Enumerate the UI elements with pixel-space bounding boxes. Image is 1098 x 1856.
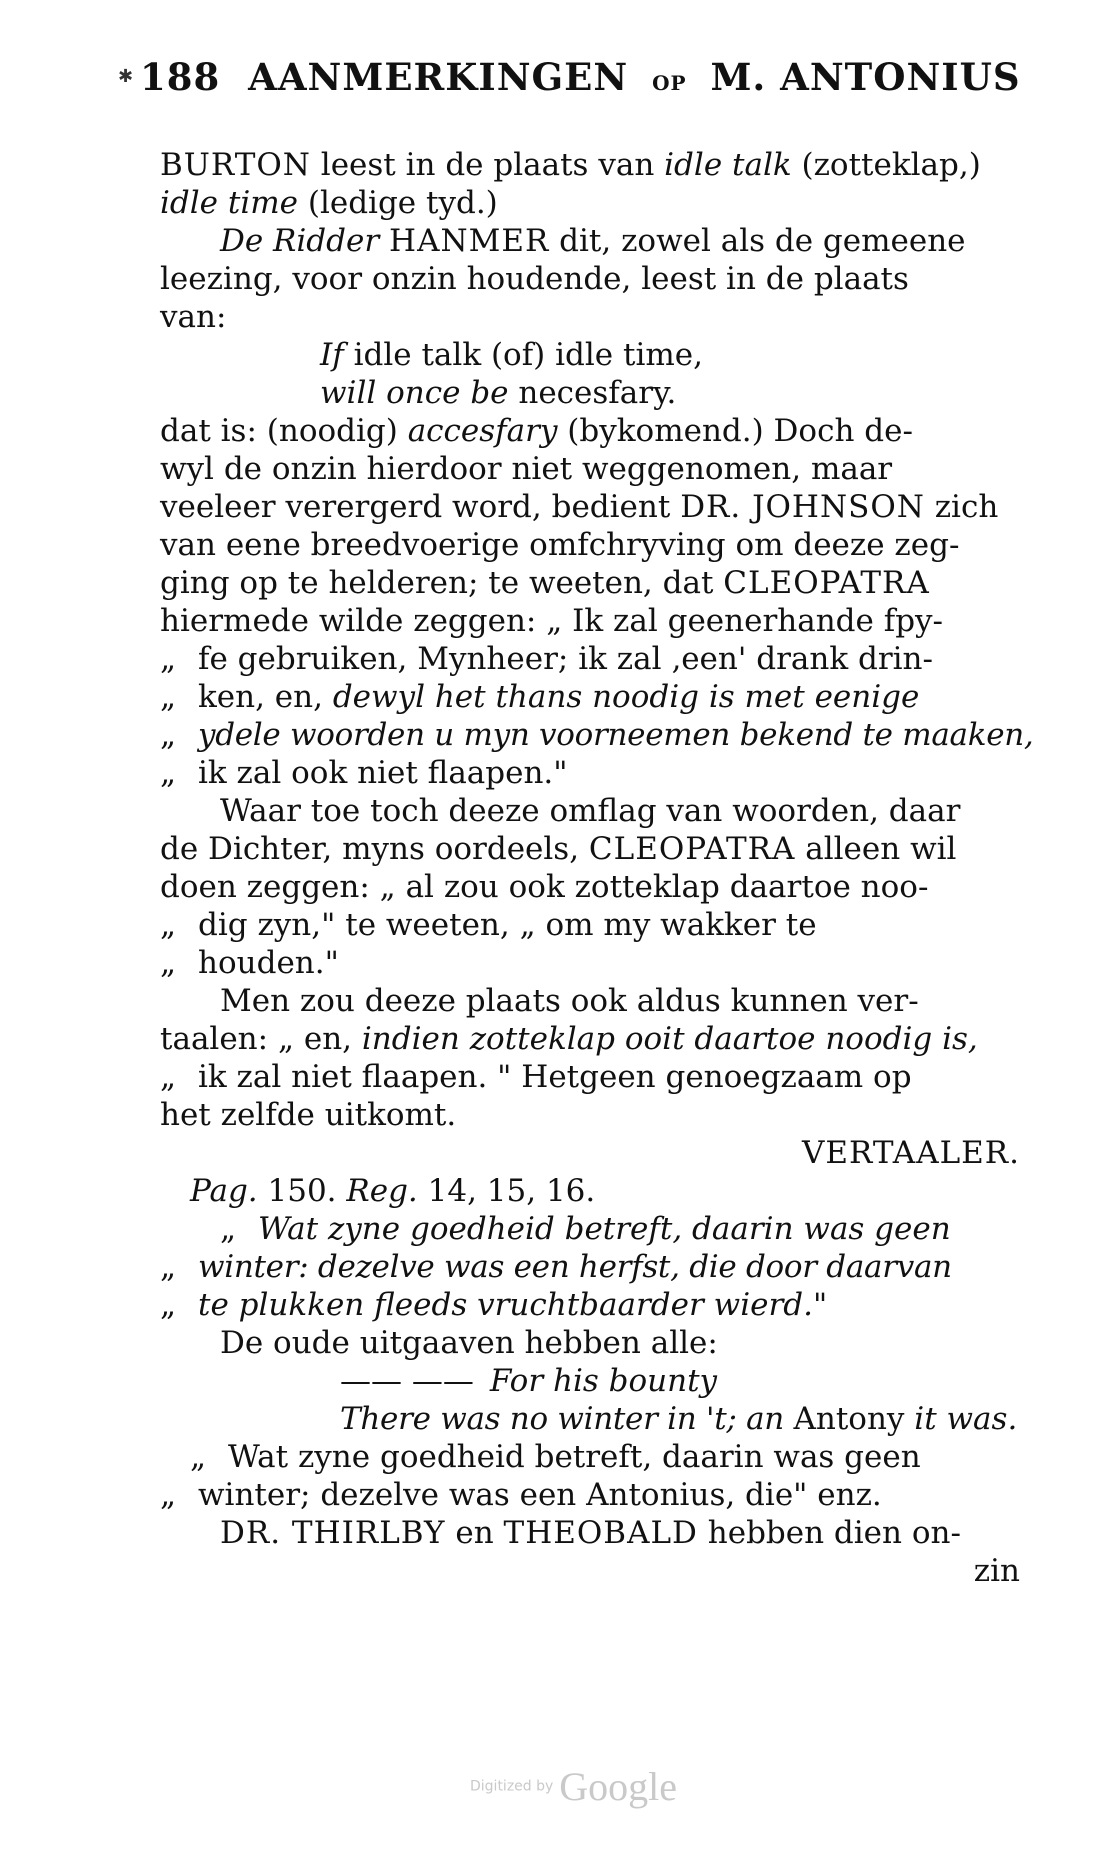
quote-line: „ ken, en, dewyl het thans noodig is met eenige [160,679,920,715]
text-line: wyl de onzin hierdoor niet weggenomen, maar [160,451,893,487]
text-line: idle time (ledige tyd.) [160,185,498,221]
text-line: van: [160,299,227,335]
name-hanmer: HANMER [389,223,550,259]
verse-line: will once be necesfary. [320,375,677,411]
quote-line: „ Wat zyne goedheid betreft, daarin was geen [220,1211,951,1247]
text-line: dat is: (noodig) accesfary (bykomend.) Doch de- [160,413,913,449]
verse-line: —— —— For his bounty [340,1363,718,1399]
quote-line: „ ik zal niet flaapen. " Hetgeen genoegzaam op [160,1059,912,1095]
reference-line: Pag. 150. Reg. 14, 15, 16. [190,1173,596,1209]
text-line: De Ridder HANMER dit, zowel als de gemeene [220,223,966,259]
text-line: de Dichter, myns oordeels, CLEOPATRA alleen wil [160,831,957,867]
header-title-op: OP [652,71,687,95]
body-text [160,146,1034,1590]
name-cleopatra: CLEOPATRA [723,565,930,601]
name-thirlby: DR. THIRLBY [220,1515,446,1551]
text-line: BURTON leest in de plaats van idle talk (zotteklap,) [160,147,981,183]
header-title-right: M. ANTONIUS [710,55,1021,99]
running-header [140,55,1021,108]
name-cleopatra: CLEOPATRA [588,831,796,867]
quote-line: „ houden." [160,945,339,981]
google-logo: Google [559,1763,678,1809]
catchword: zin [973,1553,1020,1589]
signature-vertaaler: VERTAALER. [802,1135,1020,1171]
name-theobald: THEOBALD [503,1515,698,1551]
digitized-label: Digitized by [470,1778,554,1795]
text-line: Waar toe toch deeze omflag van woorden, daar [220,793,961,829]
asterisk-mark: ✱ [118,66,134,87]
text-line: het zelfde uitkomt. [160,1097,457,1133]
text-line: Men zou deeze plaats ook aldus kunnen ver- [220,983,919,1019]
verse-line: If idle talk (of) idle time, [320,337,703,373]
text-line: DR. THIRLBY en THEOBALD hebben dien on- [220,1515,961,1551]
text-line: De oude uitgaaven hebben alle: [220,1325,718,1361]
quote-line: „ winter: dezelve was een herfst, die door daarvan [160,1249,952,1285]
header-title-left: AANMERKINGEN [248,55,629,99]
text-line: doen zeggen: „ al zou ook zotteklap daartoe noo- [160,869,929,905]
quote-line: „ ik zal ook niet flaapen." [160,755,568,791]
page-number: 188 [140,55,221,99]
text-line: van eene breedvoerige omfchryving om deeze zeg- [160,527,960,563]
quote-line: „ dig zyn," te weeten, „ om my wakker te [160,907,817,943]
text-line: veeleer verergerd word, bedient DR. JOHNSON zich [160,489,999,525]
text-line: ging op te helderen; te weeten, dat CLEOPATRA [160,565,930,601]
name-johnson: DR. JOHNSON [680,489,925,525]
name-burton: BURTON [160,147,311,183]
quote-line: „ te plukken fleeds vruchtbaarder wierd." [160,1287,828,1323]
text-line: hiermede wilde zeggen: „ Ik zal geenerhande fpy- [160,603,944,639]
verse-line: There was no winter in 't; an Antony it was. [340,1401,1018,1437]
text-line: leezing, voor onzin houdende, leest in de plaats [160,261,909,297]
quote-line: „ fe gebruiken, Mynheer; ik zal ‚een' drank drin- [160,641,933,677]
quote-line: „ winter; dezelve was een Antonius, die" enz. [160,1477,882,1513]
quote-line: „ ydele woorden u myn voorneemen bekend te maaken, [160,717,1034,753]
text-line: taalen: „ en, indien zotteklap ooit daartoe noodig is, [160,1021,978,1057]
google-watermark [470,1763,710,1816]
quote-line: „ Wat zyne goedheid betreft, daarin was geen [190,1439,921,1475]
